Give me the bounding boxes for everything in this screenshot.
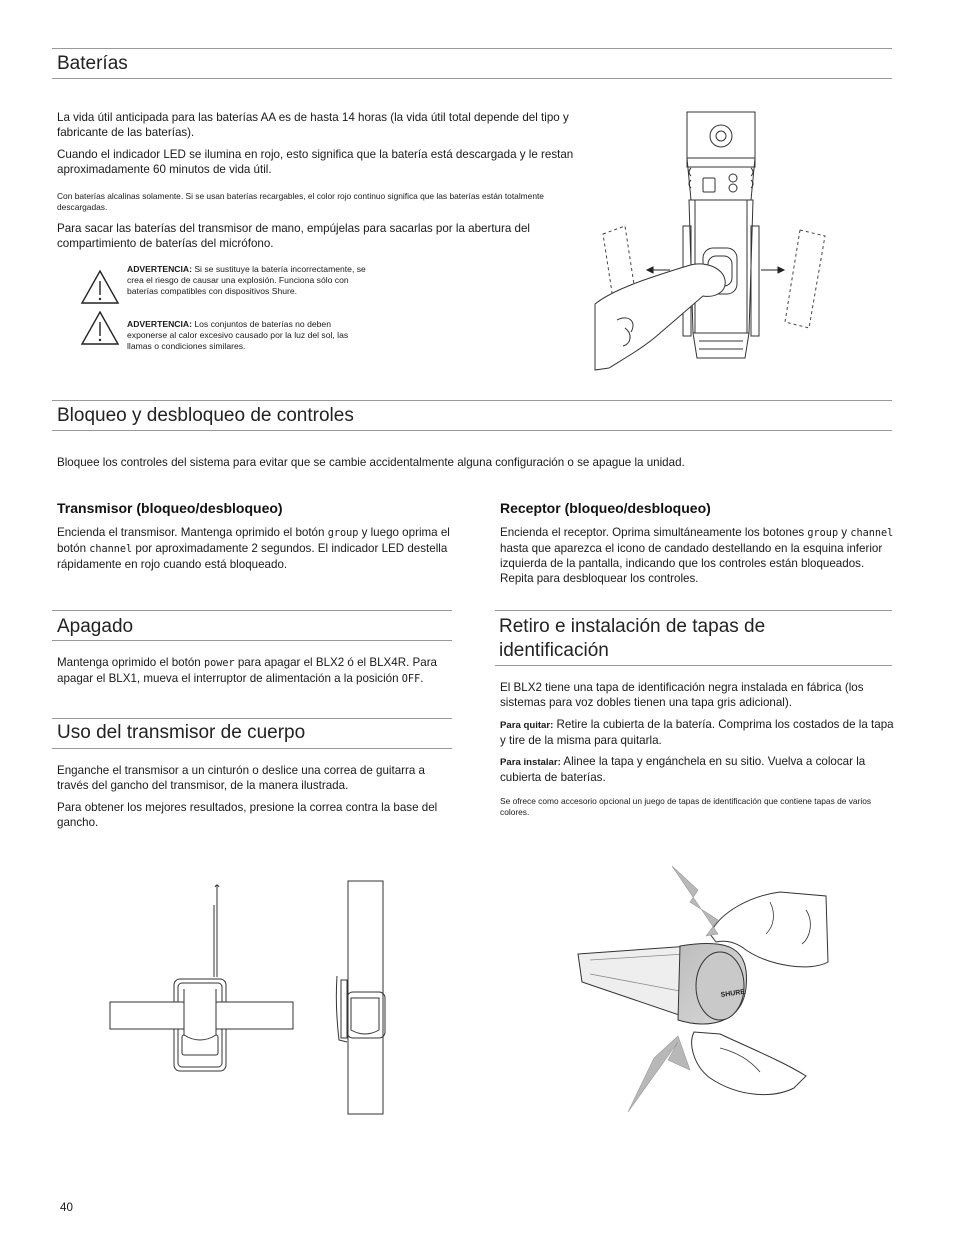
install-text: Alinee la tapa y engánchela en su sitio. Vuelva a colocar la cubierta de baterías. bbox=[500, 755, 866, 784]
batteries-note: Con baterías alcalinas solamente. Si se usan baterías recargables, el color rojo continuo significa que las baterías están totalmente descargadas. bbox=[57, 191, 544, 212]
text-span: y luego oprima el botón bbox=[57, 526, 450, 555]
remove-label: Para quitar: bbox=[500, 720, 554, 731]
shure-logo-text: SHURE bbox=[720, 988, 746, 999]
receiver-lock-title: Receptor (bloqueo/desbloqueo) bbox=[500, 500, 711, 516]
off-position-label: OFF bbox=[401, 674, 421, 685]
batteries-paragraph-1: La vida útil anticipada para las baterías AA es de hasta 14 horas (la vida útil total depende del tipo y fabricante de las baterías). bbox=[57, 111, 569, 139]
power-text bbox=[57, 655, 462, 687]
section-rule-bottom bbox=[52, 640, 452, 641]
warning-1-text: Si se sustituye la batería incorrectamente, se crea el riesgo de causar una explosión. Funciona sólo con baterías compatibles con dispositivos Shure. bbox=[127, 264, 366, 296]
warning-2-label: ADVERTENCIA: bbox=[127, 319, 192, 329]
page-number: 40 bbox=[60, 1201, 73, 1214]
channel-button-label: channel bbox=[850, 528, 894, 539]
receiver-lock-text bbox=[500, 525, 900, 586]
transmitter-lock-text bbox=[57, 525, 462, 572]
warning-2-text: Los conjuntos de baterías no deben exponerse al calor excesivo causado por la luz del sol, las llamas o condiciones similares. bbox=[127, 319, 349, 351]
group-button-label: group bbox=[807, 528, 839, 539]
caps-title bbox=[499, 615, 765, 663]
caps-remove bbox=[500, 717, 900, 748]
text-span: y bbox=[838, 526, 851, 539]
text-span: Encienda el receptor. Oprima simultáneamente los botones bbox=[500, 526, 808, 539]
batteries-paragraph-2: Cuando el indicador LED se ilumina en rojo, esto significa que la batería está descargada y le restan aproximadamente 60 minutos de vida útil. bbox=[57, 148, 574, 176]
caps-title-line-2: identificación bbox=[499, 640, 609, 661]
group-button-label: group bbox=[327, 528, 359, 539]
caps-install bbox=[500, 754, 900, 785]
remove-text: Retire la cubierta de la batería. Comprima los costados de la tapa y tire de la misma para quitarla. bbox=[500, 718, 894, 747]
batteries-paragraph-3: Para sacar las baterías del transmisor de mano, empújelas para sacarlas por la abertura del compartimiento de baterías del micrófono. bbox=[57, 222, 531, 250]
text-span: . bbox=[420, 672, 424, 685]
bodypack-title: Uso del transmisor de cuerpo bbox=[57, 722, 306, 743]
section-rule-bottom bbox=[52, 78, 892, 79]
section-rule-top bbox=[52, 48, 892, 49]
lock-intro: Bloquee los controles del sistema para evitar que se cambie accidentalmente alguna configuración o se apague la unidad. bbox=[57, 456, 685, 469]
section-rule-bottom bbox=[52, 430, 892, 431]
section-rule-top bbox=[52, 718, 452, 719]
section-rule-top bbox=[52, 610, 452, 611]
bodypack-paragraph-1: Enganche el transmisor a un cinturón o deslice una correa de guitarra a través del gancho del transmisor, de la manera ilustrada. bbox=[57, 764, 425, 792]
bodypack-paragraph-2: Para obtener los mejores resultados, presione la correa contra la base del gancho. bbox=[57, 801, 438, 829]
batteries-title: Baterías bbox=[57, 53, 128, 74]
text-span: hasta que aparezca el icono de candado destellando en la esquina inferior izquierda de la pantalla, indicando que los controles están bloqueados. Repita para desbloquear los controles. bbox=[500, 542, 883, 585]
power-button-label: power bbox=[203, 658, 235, 669]
warning-triangle-icon bbox=[80, 310, 120, 346]
text-span: Mantenga oprimido el botón bbox=[57, 656, 204, 669]
text-span: para apagar el BLX2 ó el BLX4R. Para apagar el BLX1, mueva el interruptor de alimentación a la posición bbox=[57, 656, 438, 685]
power-title: Apagado bbox=[57, 616, 134, 637]
warning-1-label: ADVERTENCIA: bbox=[127, 264, 192, 274]
bodypack-front-illustration bbox=[110, 885, 300, 1075]
caps-title-line-1: Retiro e instalación de tapas de bbox=[499, 616, 766, 637]
caps-paragraph-1: El BLX2 tiene una tapa de identificación negra instalada en fábrica (los sistemas para voz dobles tienen una tapa gris adicional). bbox=[500, 681, 864, 709]
text-span: por aproximadamente 2 segundos. El indicador LED destella rápidamente en rojo cuando está bloqueado. bbox=[57, 542, 448, 571]
lock-title: Bloqueo y desbloqueo de controles bbox=[57, 405, 354, 426]
warning-1 bbox=[127, 264, 367, 297]
bodypack-side-illustration bbox=[335, 880, 395, 1116]
text-span: Encienda el transmisor. Mantenga oprimido el botón bbox=[57, 526, 328, 539]
section-rule-top bbox=[52, 400, 892, 401]
cap-removal-illustration bbox=[570, 862, 920, 1120]
channel-button-label: channel bbox=[89, 544, 133, 555]
section-rule-top bbox=[495, 610, 892, 611]
transmitter-lock-title: Transmisor (bloqueo/desbloqueo) bbox=[57, 500, 283, 516]
warning-2 bbox=[127, 319, 372, 352]
install-label: Para instalar: bbox=[500, 757, 561, 768]
handheld-battery-illustration bbox=[595, 108, 835, 376]
warning-triangle-icon bbox=[80, 269, 120, 305]
section-rule-bottom bbox=[495, 665, 892, 666]
section-rule-bottom bbox=[52, 748, 452, 749]
caps-note: Se ofrece como accesorio opcional un juego de tapas de identificación que contiene tapas de varios colores. bbox=[500, 796, 872, 817]
